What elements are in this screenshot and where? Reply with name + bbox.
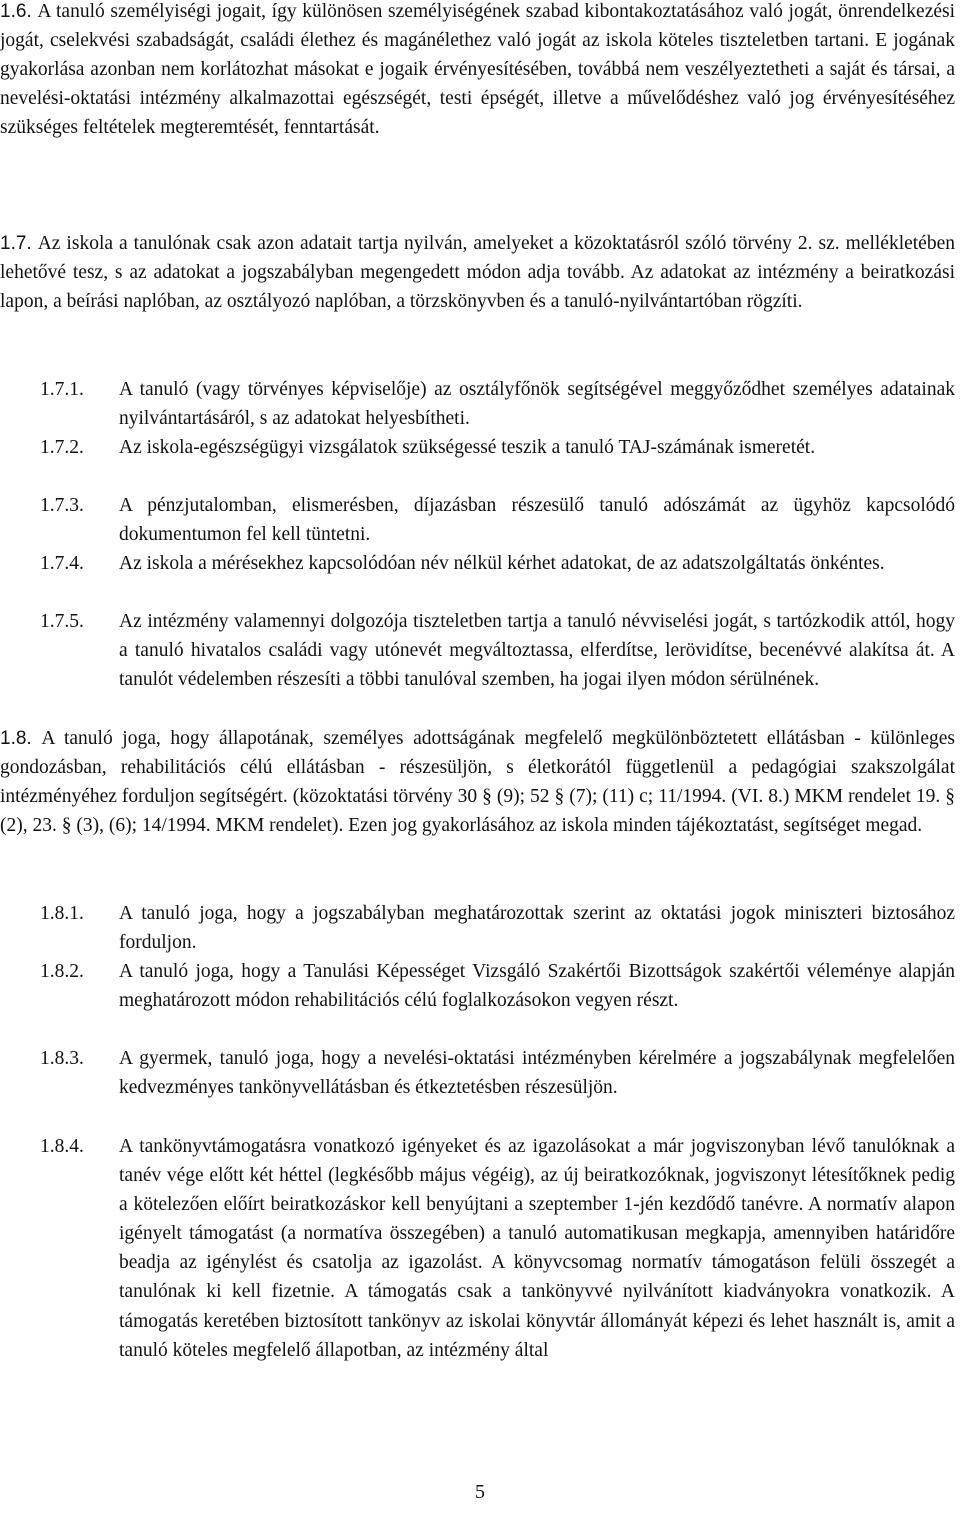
section-number: 1.8.	[0, 728, 32, 749]
item-number: 1.7.4.	[40, 553, 84, 574]
item-number: 1.7.1.	[40, 379, 84, 400]
item-number: 1.7.2.	[40, 437, 84, 458]
section-1-7	[0, 229, 955, 316]
section-number: 1.6.	[0, 1, 32, 22]
list-item-1-8-1	[40, 899, 955, 957]
item-text: Az intézmény valamennyi dolgozója tiszteletben tartja a tanuló névviselési jogát, s tartózkodik attól, hogy a tanuló hivatalos családi vagy utónevét megváltoztassa, elferdítse, lerövidítse, becenévvé alakítsa át. A tanulót védelemben részesíti a többi tanulóval szemben, ha jogai ilyen módon sérülnének.	[119, 611, 955, 691]
list-item-1-7-1	[40, 375, 955, 433]
list-item-1-7-5	[40, 607, 955, 694]
item-number: 1.7.3.	[40, 495, 84, 516]
section-number: 1.7.	[0, 233, 32, 254]
section-1-6	[0, 0, 955, 142]
item-text: A tankönyvtámogatásra vonatkozó igényeket és az igazolásokat a már jogviszonyban lévő tanulóknak a tanév vége előtt két héttel (legkésőbb május végéig), az új beiratkozóknak, jogviszonyt létesítőknek pedig a kötelezően előírt beiratkozáskor kell benyújtani a szeptember 1-jén kezdődő tanévre. A normatív alapon igényelt támogatást (a normatíva összegében) a tanuló automatikusan megkapja, amennyiben határidőre beadja az igénylést és csatolja az igazolást. A könyvcsomag normatív támogatáson felüli összegét a tanulónak ki kell fizetnie. A támogatás csak a tankönyvvé nyilvánított kiadványokra vonatkozik. A támogatás keretében biztosított tankönyv az iskolai könyvtár állományát képezi és lehet használt is, amit a tanuló köteles megfelelő állapotban, az intézmény által	[119, 1136, 955, 1361]
item-number: 1.8.1.	[40, 903, 84, 924]
list-item-1-8-2	[40, 957, 955, 1015]
item-text: Az iskola a mérésekhez kapcsolódóan név nélkül kérhet adatokat, de az adatszolgáltatás önkéntes.	[119, 553, 885, 574]
item-text: A tanuló joga, hogy a jogszabályban meghatározottak szerint az oktatási jogok miniszteri biztosához forduljon.	[119, 903, 955, 954]
section-text: Az iskola a tanulónak csak azon adatait tartja nyilván, amelyeket a közoktatásról szóló törvény 2. sz. mellékletében lehetővé tesz, s az adatokat a jogszabályban megengedett módon adja tovább. Az adatokat az intézmény a beiratkozási lapon, a beírási naplóban, az osztályozó naplóban, a törzskönyvben és a tanuló-nyilvántartóban rögzíti.	[0, 233, 955, 313]
item-number: 1.8.4.	[40, 1136, 84, 1157]
item-number: 1.7.5.	[40, 611, 84, 632]
list-item-1-7-3	[40, 491, 955, 549]
section-text: A tanuló joga, hogy állapotának, személyes adottságának megfelelő megkülönböztetett ellátásban - különleges gondozásban, rehabilitációs célú ellátásban - részesüljön, s életkorától függetlenül a pedagógiai szakszolgálat intézményéhez forduljon segítségért. (közoktatási törvény 30 § (9); 52 § (7); (11) c; 11/1994. (VI. 8.) MKM rendelet 19. § (2), 23. § (3), (6); 14/1994. MKM rendelet). Ezen jog gyakorlásához az iskola minden tájékoztatást, segítséget megad.	[0, 728, 956, 837]
list-item-1-8-4	[40, 1132, 955, 1365]
list-item-1-7-2	[40, 433, 955, 462]
list-item-1-8-3	[40, 1044, 955, 1102]
page-number: 5	[475, 1481, 485, 1503]
item-text: Az iskola-egészségügyi vizsgálatok szükségessé teszik a tanuló TAJ-számának ismeretét.	[119, 437, 816, 458]
list-item-1-7-4	[40, 549, 955, 578]
item-text: A tanuló (vagy törvényes képviselője) az osztályfőnök segítségével meggyőződhet személyes adatainak nyilvántartásáról, s az adatokat helyesbítheti.	[119, 379, 955, 430]
item-number: 1.8.2.	[40, 961, 84, 982]
item-text: A pénzjutalomban, elismerésben, díjazásban részesülő tanuló adószámát az ügyhöz kapcsolódó dokumentumon fel kell tüntetni.	[119, 495, 955, 546]
item-text: A gyermek, tanuló joga, hogy a nevelési-oktatási intézményben kérelmére a jogszabálynak megfelelően kedvezményes tankönyvellátásban és étkeztetésben részesüljön.	[119, 1048, 955, 1099]
item-number: 1.8.3.	[40, 1048, 84, 1069]
section-1-8	[0, 724, 955, 840]
section-text: A tanuló személyiségi jogait, így különösen személyiségének szabad kibontakoztatásához való jogát, önrendelkezési jogát, cselekvési szabadságát, családi élethez és magánélethez való jogát az iskola köteles tiszteletben tartani. E jogának gyakorlása azonban nem korlátozhat másokat e jogaik érvényesítésében, továbbá nem veszélyeztetheti a saját és társai, a nevelési-oktatási intézmény alkalmazottai egészségét, testi épségét, illetve a művelődéshez való jog érvényesítéséhez szükséges feltételek megteremtését, fenntartását.	[0, 1, 956, 139]
item-text: A tanuló joga, hogy a Tanulási Képességet Vizsgáló Szakértői Bizottságok szakértői véleménye alapján meghatározott módon rehabilitációs célú foglalkozásokon vegyen részt.	[119, 961, 955, 1012]
